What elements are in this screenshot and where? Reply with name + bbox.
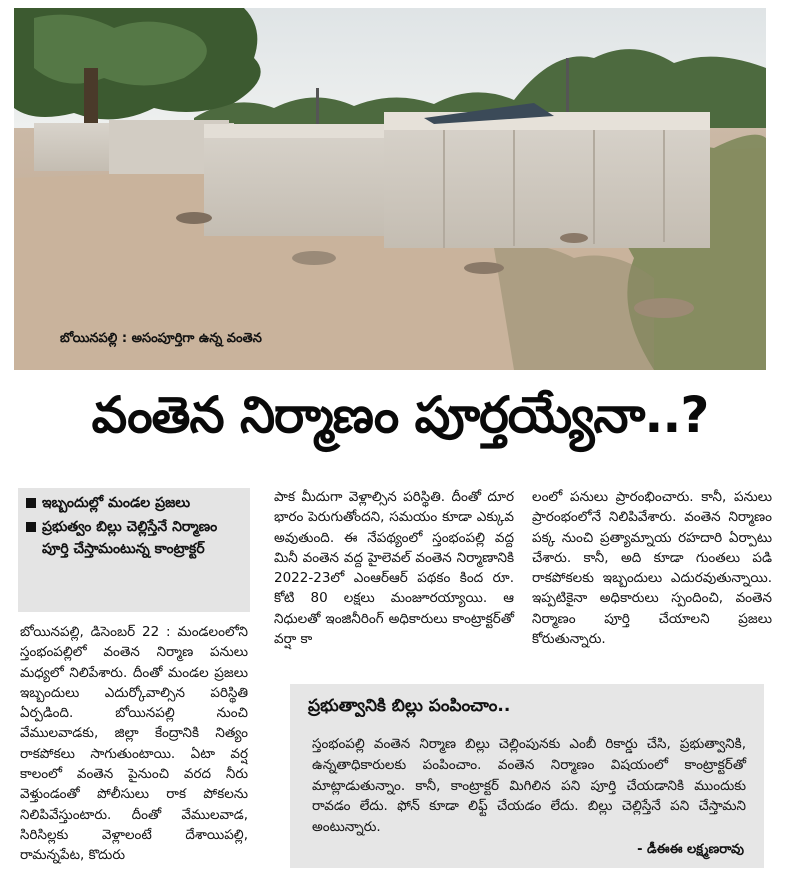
highlight-item: ఇబ్బందుల్లో మండల ప్రజలు [26,492,242,514]
quote-signature: - డీఈఈ లక్ష్మణరావు [637,842,744,857]
article-column-3: లంలో పనులు ప్రారంభించారు. కానీ, పనులు ప్రారంభంలోనే నిలిపివేశారు. వంతెన నిర్మాణం పక్క నుంచి ప్రత్యామ్నాయ రహదారి ఏర్పాటు చేశారు. కానీ, అది కూడా గుంతలు పడి రాకపోకలకు ఇబ్బందులు ఎదురవుతున్నాయి. ఇప్పటికైనా అధికారులు స్పందించి, వంతెన నిర్మాణం పూర్తి చేయాలని ప్రజలు కోరుతున్నారు. [532,489,772,648]
bridge-photo-illustration [14,8,766,370]
highlight-item: ప్రభుత్వం బిల్లు చెల్లిస్తేనే నిర్మాణం పూర్తి చేస్తామంటున్న కాంట్రాక్టర్ [26,516,242,560]
headline: వంతెన నిర్మాణం పూర్తయ్యేనా..? [91,386,709,444]
photo-caption: బోయినపల్లి : అసంపూర్తిగా ఉన్న వంతెన [60,331,262,346]
news-photo [14,8,766,370]
quote-text: స్తంభంపల్లి వంతెన నిర్మాణ బిల్లు చెల్లింపునకు ఎంబీ రికార్డు చేసి, ప్రభుత్వానికి, ఉన్నతాధికారులకు పంపించాం. వంతెన నిర్మాణం విషయంలో కాంట్రాక్టర్‌తో మాట్లాడుతున్నాం. కానీ, కాంట్రాక్టర్ మిగిలిన పని పూర్తి చేయడానికి ముందుకు రావడం లేదు. ఫోన్ కూడా లిఫ్ట్ చేయడం లేదు. బిల్లు చెల్లిస్తేనే పని చేస్తామని అంటున్నారు. [312,736,746,836]
article-column-1: బోయినపల్లి, డిసెంబర్ 22 : మండలంలోని స్తంభంపల్లిలో వంతెన నిర్మాణ పనులు మధ్యలో నిలిపేశారు. దీంతో మండల ప్రజలు ఇబ్బందులు ఎదుర్కోవాల్సిన పరిస్థితి ఏర్పడింది. బోయినపల్లి నుంచి వేములవాడకు, జిల్లా కేంద్రానికి నిత్యం రాకపోకలు సాగుతుంటాయి. ఏటా వర్ష కాలంలో వంతెన పైనుంచి వరద నీరు వెళ్తుండంతో పోలీసులు రాక పోకలను నిలిపివేస్తుంటారు. దీంతో వేములవాడ, సిరిసిల్లకు వెళ్లాలంటే దేశాయిపల్లి, రామన్నపేట, కొదురు [20,624,248,864]
quote-title: ప్రభుత్వానికి బిల్లు పంపించాం.. [308,696,511,716]
highlights-box [18,488,250,612]
official-quote-box [290,684,764,868]
article-column-2: పాక మీదుగా వెళ్లాల్సిన పరిస్థితి. దీంతో దూర భారం పెరుగుతోందని, సమయం కూడా ఎక్కువ అవుతుంది. ఈ నేపథ్యంలో స్తంభంపల్లి వద్ద మినీ వంతెన వద్ద హైలెవల్ వంతెన నిర్మాణానికి 2022-23లో ఎంఆర్ఆర్ పథకం కింద రూ. కోటి 80 లక్షలు మంజూరయ్యాయి. ఆ నిధులతో ఇంజినీరింగ్ అధికారులు కాంట్రాక్టర్‌తో వర్షా కా [274,489,514,648]
